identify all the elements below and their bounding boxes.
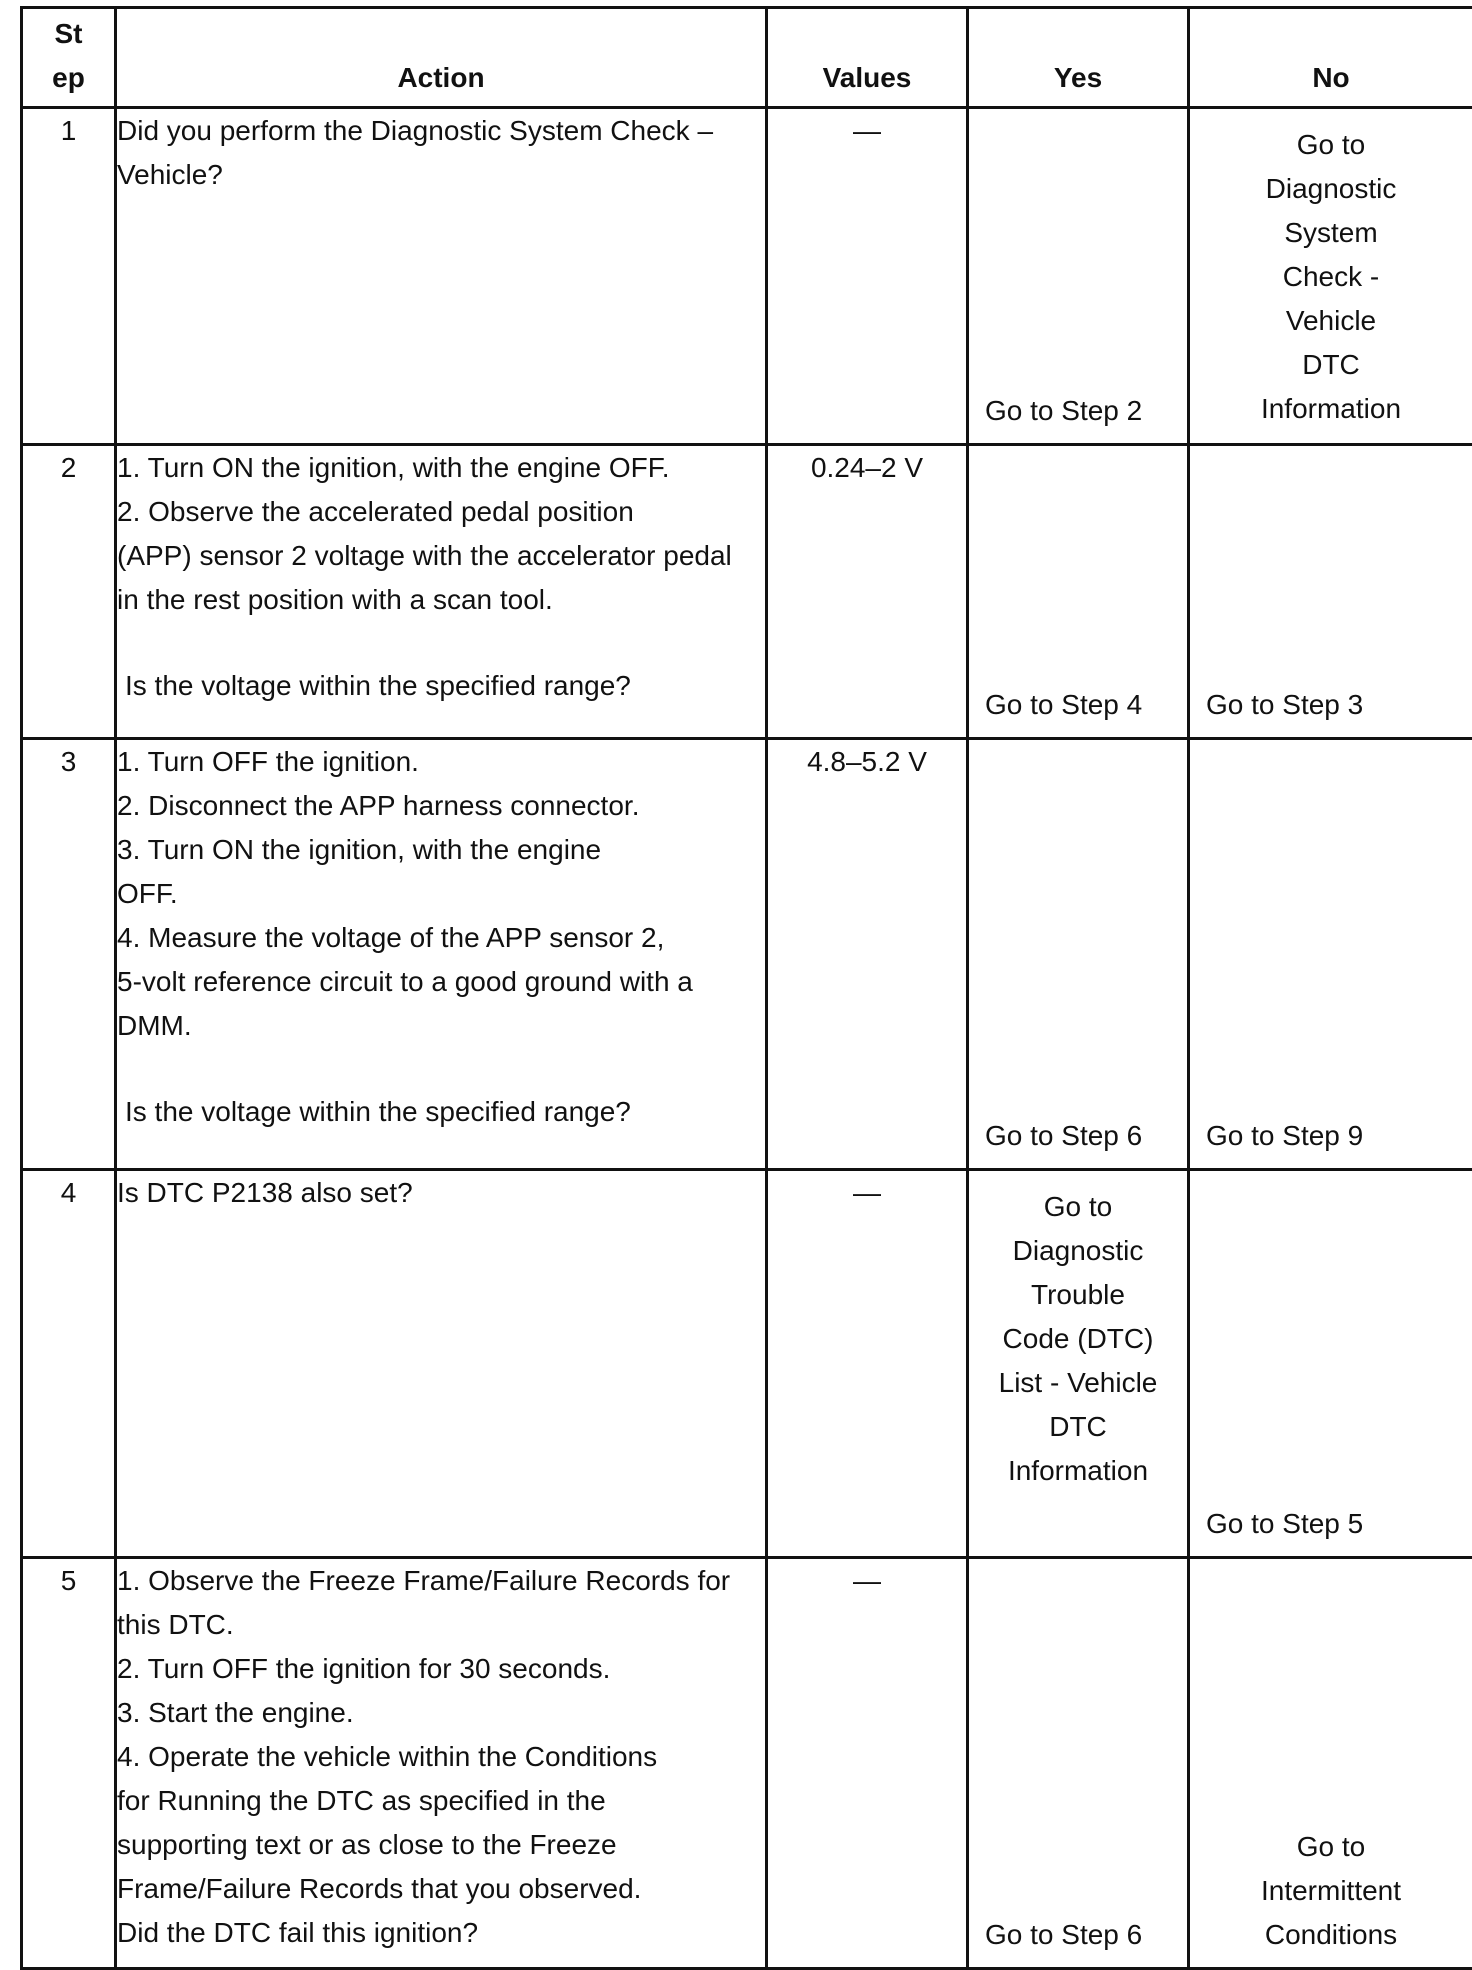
no-link[interactable]: Go to Step 5: [1206, 1502, 1363, 1546]
action-line: 5-volt reference circuit to a good ground with a: [117, 960, 765, 1004]
action-cell: [116, 1558, 767, 1969]
table-row-step-2: [22, 445, 1472, 739]
table-row-step-1: [22, 108, 1472, 445]
step-number: 3: [22, 739, 116, 1170]
action-line: 2. Turn OFF the ignition for 30 seconds.: [117, 1647, 765, 1691]
yes-link[interactable]: Go to Step 6: [985, 1114, 1142, 1158]
header-step-line-2: ep: [23, 56, 114, 100]
action-line: Vehicle?: [117, 153, 765, 197]
yes-cell: [968, 445, 1189, 739]
value-cell: 0.24–2 V: [767, 445, 968, 739]
value-cell: —: [767, 108, 968, 445]
step-number: 1: [22, 108, 116, 445]
header-no: No: [1189, 8, 1472, 108]
action-line: 2. Observe the accelerated pedal position: [117, 490, 765, 534]
header-row: [22, 8, 1472, 108]
no-cell: [1189, 1558, 1472, 1969]
no-link-line: Conditions: [1190, 1913, 1472, 1957]
value-cell: 4.8–5.2 V: [767, 739, 968, 1170]
table-row-step-4: [22, 1170, 1472, 1558]
action-line: this DTC.: [117, 1603, 765, 1647]
value-cell: —: [767, 1170, 968, 1558]
no-link[interactable]: Go to Step 9: [1206, 1114, 1363, 1158]
action-question: Is the voltage within the specified range?: [117, 1090, 765, 1134]
no-cell: [1189, 739, 1472, 1170]
yes-link[interactable]: Go to Step 4: [985, 683, 1142, 727]
action-line: 3. Start the engine.: [117, 1691, 765, 1735]
no-link[interactable]: [1190, 1825, 1472, 1957]
action-line: Did you perform the Diagnostic System Check –: [117, 109, 765, 153]
header-step: [22, 8, 116, 108]
diagnostic-table: [20, 6, 1472, 1970]
table-row-step-5: [22, 1558, 1472, 1969]
header-values: Values: [767, 8, 968, 108]
no-link-line: Diagnostic: [1190, 167, 1472, 211]
yes-link[interactable]: Go to Step 6: [985, 1913, 1142, 1957]
no-link-line: Go to: [1190, 1825, 1472, 1869]
header-step-line-1: St: [23, 12, 114, 56]
yes-link-line: DTC: [969, 1405, 1187, 1449]
action-cell: [116, 739, 767, 1170]
action-line: Frame/Failure Records that you observed.: [117, 1867, 765, 1911]
no-link-line: Go to: [1190, 123, 1472, 167]
action-line: supporting text or as close to the Freeze: [117, 1823, 765, 1867]
step-number: 5: [22, 1558, 116, 1969]
yes-link-line: Code (DTC): [969, 1317, 1187, 1361]
action-line: in the rest position with a scan tool.: [117, 578, 765, 622]
header-action: Action: [116, 8, 767, 108]
action-cell: [116, 108, 767, 445]
action-line: 2. Disconnect the APP harness connector.: [117, 784, 765, 828]
action-line: 4. Measure the voltage of the APP sensor 2,: [117, 916, 765, 960]
no-cell: [1189, 445, 1472, 739]
no-link-line: Information: [1190, 387, 1472, 431]
spacer: [117, 1048, 765, 1090]
no-cell: [1189, 108, 1472, 445]
spacer: [117, 622, 765, 664]
action-line: for Running the DTC as specified in the: [117, 1779, 765, 1823]
action-line: DMM.: [117, 1004, 765, 1048]
yes-link[interactable]: Go to Step 2: [985, 389, 1142, 433]
no-cell: [1189, 1170, 1472, 1558]
action-question: Is the voltage within the specified range?: [117, 664, 765, 708]
yes-cell: [968, 1558, 1189, 1969]
no-link-line: Vehicle: [1190, 299, 1472, 343]
action-line: (APP) sensor 2 voltage with the accelerator pedal: [117, 534, 765, 578]
value-cell: —: [767, 1558, 968, 1969]
action-line: Did the DTC fail this ignition?: [117, 1911, 765, 1955]
yes-cell: [968, 739, 1189, 1170]
yes-cell: [968, 1170, 1189, 1558]
yes-link[interactable]: [969, 1185, 1187, 1493]
step-number: 4: [22, 1170, 116, 1558]
yes-link-line: Information: [969, 1449, 1187, 1493]
action-line: 1. Observe the Freeze Frame/Failure Records for: [117, 1559, 765, 1603]
action-cell: [116, 445, 767, 739]
table-row-step-3: [22, 739, 1472, 1170]
action-line: 1. Turn OFF the ignition.: [117, 740, 765, 784]
no-link-line: System: [1190, 211, 1472, 255]
action-line: OFF.: [117, 872, 765, 916]
no-link[interactable]: [1190, 123, 1472, 431]
yes-link-line: Go to: [969, 1185, 1187, 1229]
step-number: 2: [22, 445, 116, 739]
action-line: Is DTC P2138 also set?: [117, 1171, 765, 1215]
yes-link-line: List - Vehicle: [969, 1361, 1187, 1405]
action-line: 4. Operate the vehicle within the Conditions: [117, 1735, 765, 1779]
no-link-line: DTC: [1190, 343, 1472, 387]
yes-link-line: Trouble: [969, 1273, 1187, 1317]
header-yes: Yes: [968, 8, 1189, 108]
yes-link-line: Diagnostic: [969, 1229, 1187, 1273]
no-link[interactable]: Go to Step 3: [1206, 683, 1363, 727]
no-link-line: Check -: [1190, 255, 1472, 299]
action-line: 3. Turn ON the ignition, with the engine: [117, 828, 765, 872]
no-link-line: Intermittent: [1190, 1869, 1472, 1913]
action-line: 1. Turn ON the ignition, with the engine OFF.: [117, 446, 765, 490]
action-cell: [116, 1170, 767, 1558]
yes-cell: [968, 108, 1189, 445]
